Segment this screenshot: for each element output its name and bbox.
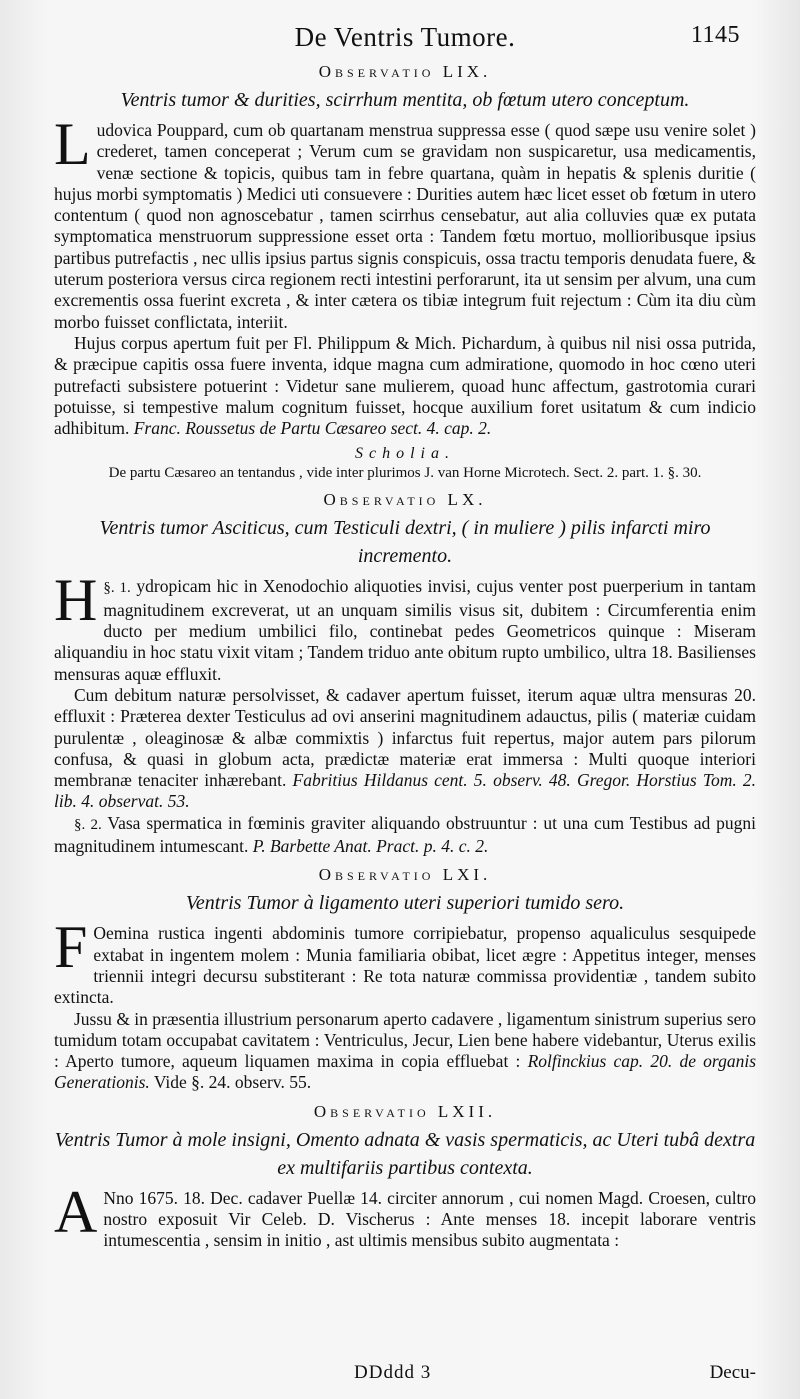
observation-body [54,1178,756,1252]
dropcap: L [54,111,91,177]
paragraph [54,111,756,333]
paragraph [54,813,756,858]
cross-reference: Vide §. 24. observ. 55. [153,1072,312,1093]
paragraph [54,685,756,813]
citation: Franc. Roussetus de Partu Cæsareo sect. 4. cap. 2. [133,418,492,439]
paragraph [54,1009,756,1094]
observation-title: Observatio LX. [323,490,487,510]
paragraph-text: udovica Pouppard, cum ob quartanam menstrua suppressa esse ( quod sæpe usu venire solet ) crederet, tamen conceperat ; Verum cum se gravidam non suspicaretur, usa medicamentis, venæ sectione & topicis, quibus tam in febre quartana, quàm in hepatis & splenis duritie ( hujus morbi symptomatis ) Medici uti consuevere : Durities autem hæc licet esset ob fœtum in utero contentum ( quod non agnoscebatur , tamen scirrhus censebatur, aut alia colluvies quæ ex putata symptomatica menstruorum suppressione esset orta : Tandem fœtu mortuo, mollioribusque ipsius partibus putrefactis , nec ullis ipsius partus signis conspicuis, ossa tractu temporis denudata fuere, & uterum posteriora versus circa regionem recti intestini perforarunt, ita ut sensim per alvum, una cum excrementis ossa fuerint excreta , & inter cætera os tibiæ integrum fuit rejectum : Cùm ita diu cùm morbo fuisset conflictata, interiit. [54,120,756,332]
paragraph [54,914,756,1008]
observation-60 [54,490,756,857]
citation: Fabritius Hildanus cent. 5. observ. 48. Gregor. Horstius Tom. 2. lib. 4. observat. 53. [54,770,756,812]
section-label: §. 2. [74,816,102,833]
section-label: §. 1. [103,580,131,597]
observation-title: Observatio LIX. [318,62,492,81]
paragraph-text: Oemina rustica ingenti abdominis tumore corripiebatur, propenso aqualiculus sesquipede extabat in ingentem molem : Munia familiaria obibat, licet ægre : Appetitus integer, menses triennii integri decursu substiterant : Re tota naturæ commissa providentiæ , tandem subito extincta. [54,923,756,1008]
paragraph-text: Cum debitum naturæ persolvisset, & cadaver apertum fuisset, iterum aquæ ultra mensuras 20. effluxit : Præterea dexter Testiculus ad ovi anserini magnitudinem adauctus, pilis ( materiæ cuidam purulentæ , oleaginosæ & albæ commixtis ) infarctus fuit repertus, major autem pars pilorum confusa, & quasi in globum acta, prædictæ materiæ erat immersa : Multi quoque interiori membranæ tenaciter inhærebant. [54,684,756,791]
paragraph-text: Vasa spermatica in fœminis graviter aliquando obstruuntur : ut una cum Testibus ad pugni magnitudinem intumescant. [54,812,757,857]
signature-mark: DDddd 3 [354,1362,432,1383]
paragraph [54,567,757,684]
page-number: 1145 [690,22,740,48]
paragraph-text: Nno 1675. 18. Dec. cadaver Puellæ 14. circiter annorum , cui nomen Magd. Croesen, cultro nostro exposuit Vir Celeb. D. Vischerus : Ante menses 18. incepit laborare ventris intumescentia , sensim in initio , ast ultimis mensibus subito augmentata : [103,1187,756,1251]
observation-subtitle: Ventris Tumor à ligamento uteri superiori tumido sero. [185,892,625,915]
paragraph-text: Jussu & in præsentia illustrium personarum aperto cadavere , ligamentum sinistrum superius sero tumidum totam occupabat cavitatem : Ventriculus, Jecur, Lien bene habere videbantur, Uterus exilis : Aperto tumore, aqueum liquamen maxima in copia effluebat : [54,1008,756,1072]
dropcap: H [54,567,98,634]
observation-59 [54,62,756,439]
observation-subtitle: Ventris tumor Asciticus, cum Testiculi dextri, ( in muliere ) pilis infarcti miro incremento. [99,517,711,568]
observation-62 [54,1102,756,1252]
paragraph-text: ydropicam hic in Xenodochio aliquoties invisi, cujus venter post puerperium in tantam magnitudinem excreverat, ut an unquam similis visus sit, dubitem : Circumferentia enim ducto per medium umbilici filo, continebat pedes Geometricos quinque : Miseram aliquandiu in hoc statu vixit vitam ; Tandem triduo ante obitum rupto umbilico, ultra 18. Basilienses mensuras aquæ effluxit. [54,576,757,684]
observation-body [54,567,757,857]
running-head [54,22,756,54]
observation-body [54,111,756,439]
page-footer [54,1362,756,1388]
dropcap: F [54,914,88,981]
catchword: Decu- [709,1362,756,1383]
paragraph [54,1178,756,1252]
observation-subtitle: Ventris Tumor à mole insigni, Omento adnata & vasis spermaticis, ac Uteri tubâ dextra ex multifariis partibus contexta. [54,1128,756,1179]
observation-61 [54,865,756,1093]
paragraph [54,333,756,439]
scholia-text: De partu Cæsareo an tentandus , vide inter plurimos J. van Horne Microtech. Sect. 2. part. 1. §. 30. [108,465,702,482]
dropcap: A [54,1178,98,1245]
observation-subtitle: Ventris tumor & durities, scirrhum mentita, ob fœtum utero conceptum. [120,89,690,111]
paragraph-text: Hujus corpus apertum fuit per Fl. Philippum & Mich. Pichardum, à quibus nil nisi ossa putrida, & præcipue capitis ossa fuere inventa, idque magna cum admiratione, quomodo in hoc cœno uteri putrefacti subsistere potuerint : Videtur sane mulierem, quoad hunc affectum, gastrotomia curari potuisse, si tempestive malum cognitum fuisset, hocque auxilium foret usitatum & cum indicio adhibitum. [54,332,756,439]
citation: Rolfinckius cap. 20. de organis Generationis. [54,1051,757,1093]
running-title: De Ventris Tumore. [294,22,516,52]
observation-body [54,914,757,1093]
citation: P. Barbette Anat. Pract. p. 4. c. 2. [252,836,489,857]
scholia-heading: Scholia. [355,445,455,463]
observation-title: Observatio LXI. [318,865,492,885]
observation-title: Observatio LXII. [313,1101,497,1121]
